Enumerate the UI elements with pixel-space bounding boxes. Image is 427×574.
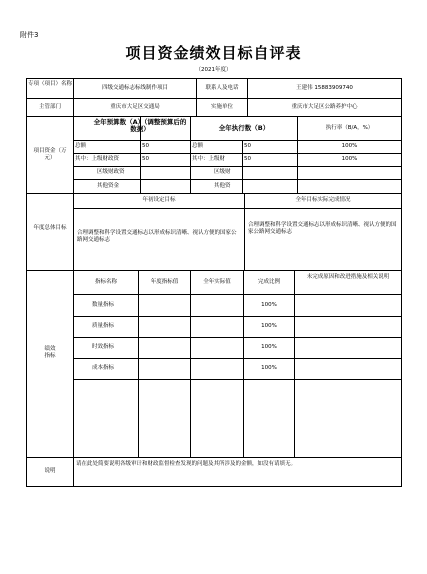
- goals-actual-header: 全年目标实际完成情况: [295, 197, 351, 203]
- goals-actual-text: 合理调整和科学设置交通标志以形成标识清晰、视认方便的国家公路网交通标志: [248, 222, 397, 235]
- funds-section-label: 项目资金（万元）: [33, 148, 67, 161]
- funds-row-total-label: 总额: [75, 143, 87, 149]
- funds-row-upper-exec-label: 其中：上级财: [192, 156, 226, 162]
- funds-row-total-budget: 50: [142, 143, 149, 149]
- funds-row-other-exec-label: 其他资: [214, 183, 231, 189]
- perf-header-actual: 全年实际值: [203, 279, 231, 285]
- perf-header-note: 未完成原因和改进措施及相关说明: [306, 274, 390, 280]
- page-title: 项目资金绩效目标自评表: [125, 44, 302, 62]
- funds-row-total-exec-label: 总额: [192, 143, 204, 149]
- funds-row-total-exec: 50: [244, 143, 251, 149]
- performance-section-label: 绩效指标: [44, 346, 56, 359]
- funds-row-upper-exec: 50: [244, 156, 251, 162]
- perf-header-name: 指标名称: [94, 279, 117, 285]
- perf-row-quantity-name: 数量指标: [92, 302, 115, 308]
- dept-label: 主管部门: [38, 104, 61, 110]
- perf-row-cost-ratio: 100%: [261, 365, 277, 371]
- perf-row-quality-name: 质量指标: [92, 323, 115, 329]
- project-name-value: 四级交通标志标线制作项目: [101, 85, 168, 91]
- contact-value: 王建伟 15883909740: [296, 85, 353, 91]
- funds-row-upper-budget: 50: [142, 156, 149, 162]
- funds-row-upper-label: 其中：上级财政资: [75, 156, 120, 162]
- perf-row-quantity-ratio: 100%: [261, 302, 277, 308]
- perf-header-target: 年度指标值: [150, 279, 179, 285]
- funds-budget-header: 全年预算数（A）（调整预算后的数据）: [93, 118, 187, 133]
- perf-row-cost-name: 成本指标: [92, 365, 115, 371]
- goals-plan-header: 年初设定目标: [142, 197, 176, 203]
- funds-row-total-rate: 100%: [341, 143, 358, 149]
- impl-label: 实施单位: [210, 104, 233, 110]
- funds-row-upper-rate: 100%: [341, 156, 358, 162]
- perf-header-ratio: 完成比例: [257, 279, 280, 285]
- project-name-label: 专项（项目）名称: [28, 81, 73, 87]
- perf-row-quality-ratio: 100%: [261, 323, 277, 329]
- goals-section-label: 年度总体目标: [33, 225, 67, 231]
- dept-value: 重庆市大足区交通局: [110, 104, 160, 110]
- funds-row-other-label: 其他资金: [97, 183, 120, 189]
- perf-row-timeliness-ratio: 100%: [261, 344, 277, 350]
- perf-row-timeliness-name: 时效指标: [92, 344, 115, 350]
- goals-plan-text: 合理调整和科学设置交通标志以形成标识清晰、视认方便的国家公路网交通标志: [77, 230, 237, 243]
- impl-value: 重庆市大足区公路养护中心: [291, 104, 358, 110]
- annex-label: 附件3: [20, 31, 39, 39]
- funds-exec-header: 全年执行数（B）: [218, 124, 270, 132]
- year-label: （2021年度）: [195, 67, 232, 73]
- funds-rate-header: 执行率（B/A，%）: [325, 125, 374, 131]
- funds-row-district-exec-label: 区级财: [214, 169, 231, 175]
- remark-text: 请在此处简要说明各级审计和财政监督检查发现的问题及其所涉及的金额，如没有请填无。: [76, 461, 297, 467]
- funds-row-district-label: 区级财政资: [97, 169, 125, 175]
- contact-label: 联系人及电话: [205, 85, 239, 91]
- remark-label: 说明: [44, 468, 56, 474]
